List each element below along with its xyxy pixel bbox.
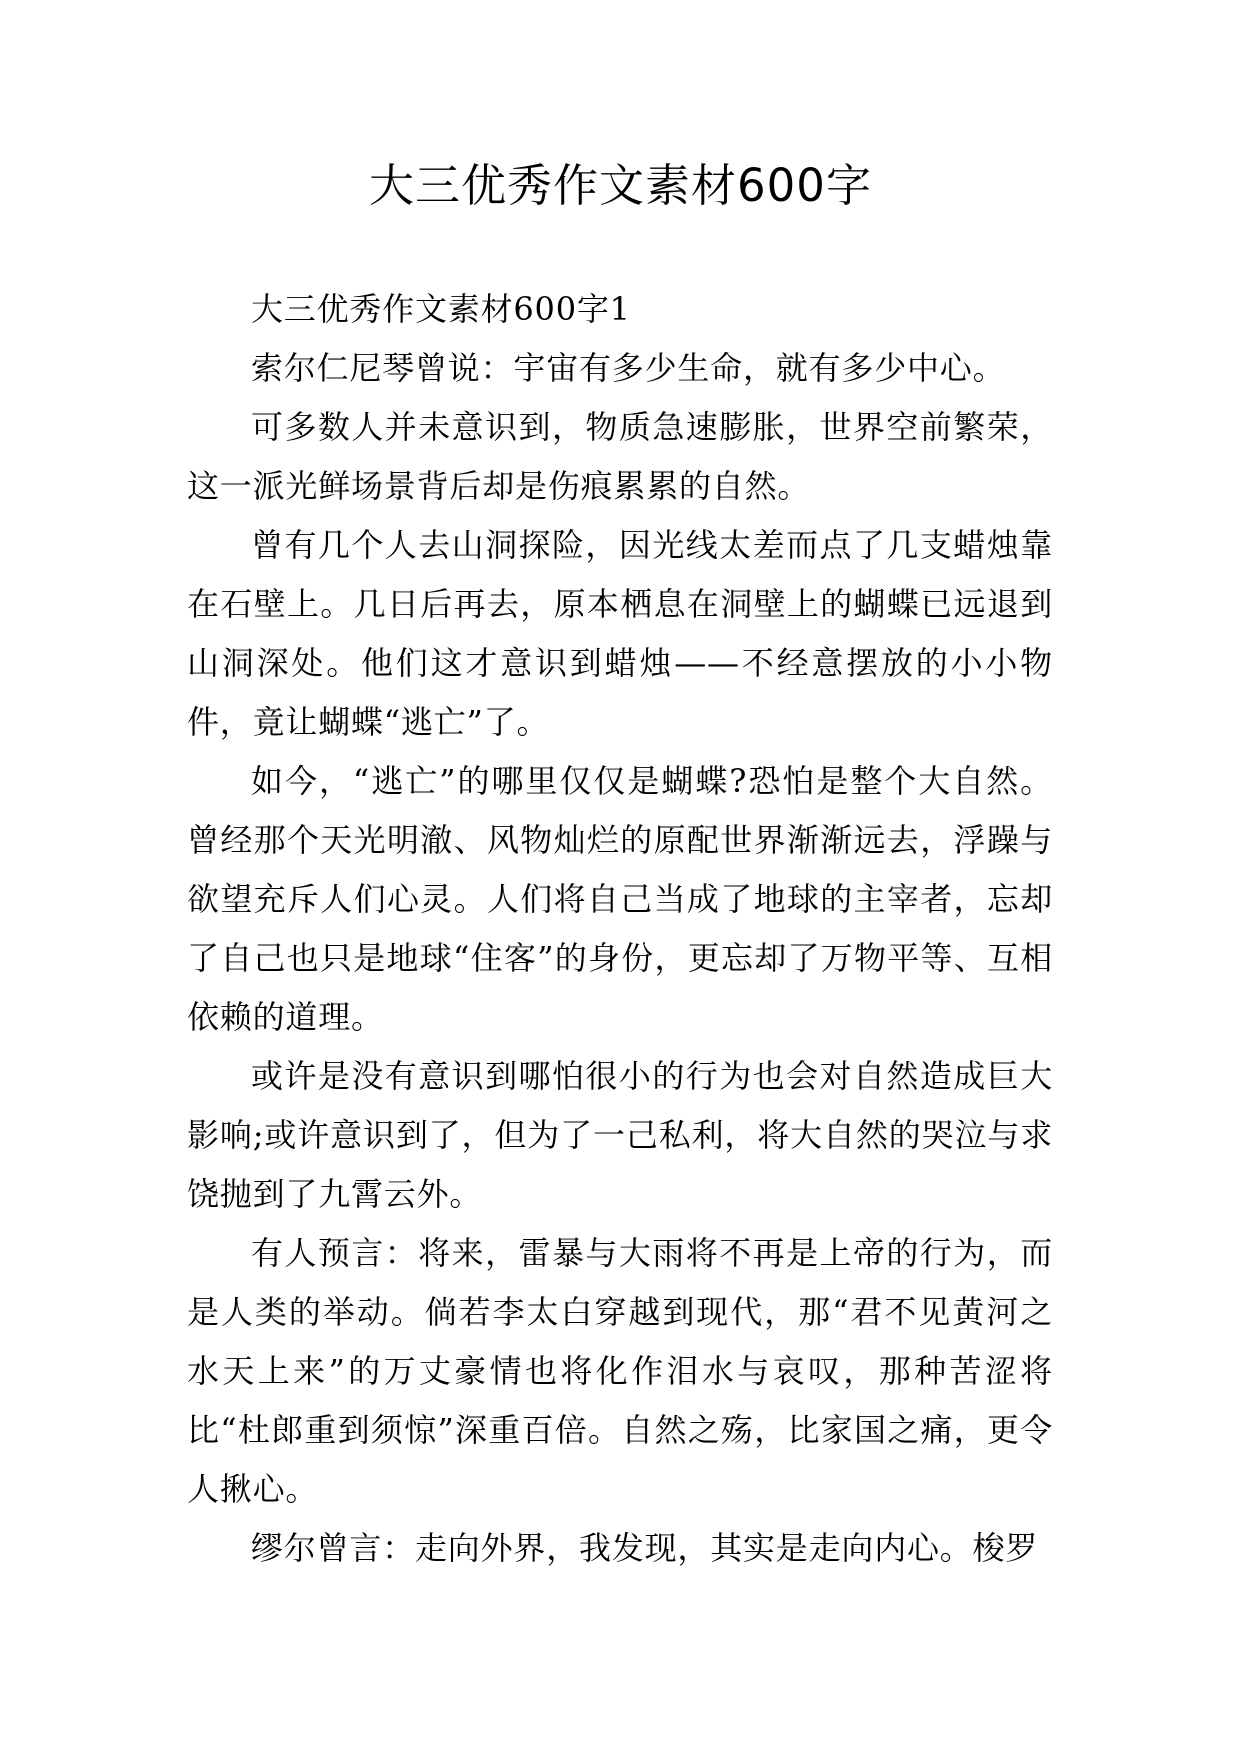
paragraph: 缪尔曾言：走向外界，我发现，其实是走向内心。梭罗 <box>251 1529 1039 1567</box>
document-body <box>187 280 1053 1578</box>
paragraph: 或许是没有意识到哪怕很小的行为也会对自然造成巨大影响;或许意识到了，但为了一己私利，将大自然的哭泣与求饶抛到了九霄云外。 <box>187 1057 1053 1213</box>
paragraph: 大三优秀作文素材600字1 <box>251 290 631 328</box>
paragraph: 可多数人并未意识到，物质急速膨胀，世界空前繁荣，这一派光鲜场景背后却是伤痕累累的自然。 <box>187 408 1053 505</box>
paragraph: 曾有几个人去山洞探险，因光线太差而点了几支蜡烛靠在石壁上。几日后再去，原本栖息在洞壁上的蝴蝶已远退到山洞深处。他们这才意识到蜡烛——不经意摆放的小小物件，竟让蝴蝶“逃亡”了。 <box>187 526 1053 741</box>
paragraph: 有人预言：将来，雷暴与大雨将不再是上帝的行为，而是人类的举动。倘若李太白穿越到现代，那“君不见黄河之水天上来”的万丈豪情也将化作泪水与哀叹，那种苦涩将比“杜郎重到须惊”深重百倍。自然之殇，比家国之痛，更令人揪心。 <box>187 1234 1053 1508</box>
document-title: 大三优秀作文素材600字 <box>369 159 872 212</box>
paragraph: 如今，“逃亡”的哪里仅仅是蝴蝶?恐怕是整个大自然。曾经那个天光明澈、风物灿烂的原配世界渐渐远去，浮躁与欲望充斥人们心灵。人们将自己当成了地球的主宰者，忘却了自己也只是地球“住客”的身份，更忘却了万物平等、互相依赖的道理。 <box>187 762 1053 1036</box>
paragraph: 索尔仁尼琴曾说：宇宙有多少生命，就有多少中心。 <box>251 349 1006 387</box>
